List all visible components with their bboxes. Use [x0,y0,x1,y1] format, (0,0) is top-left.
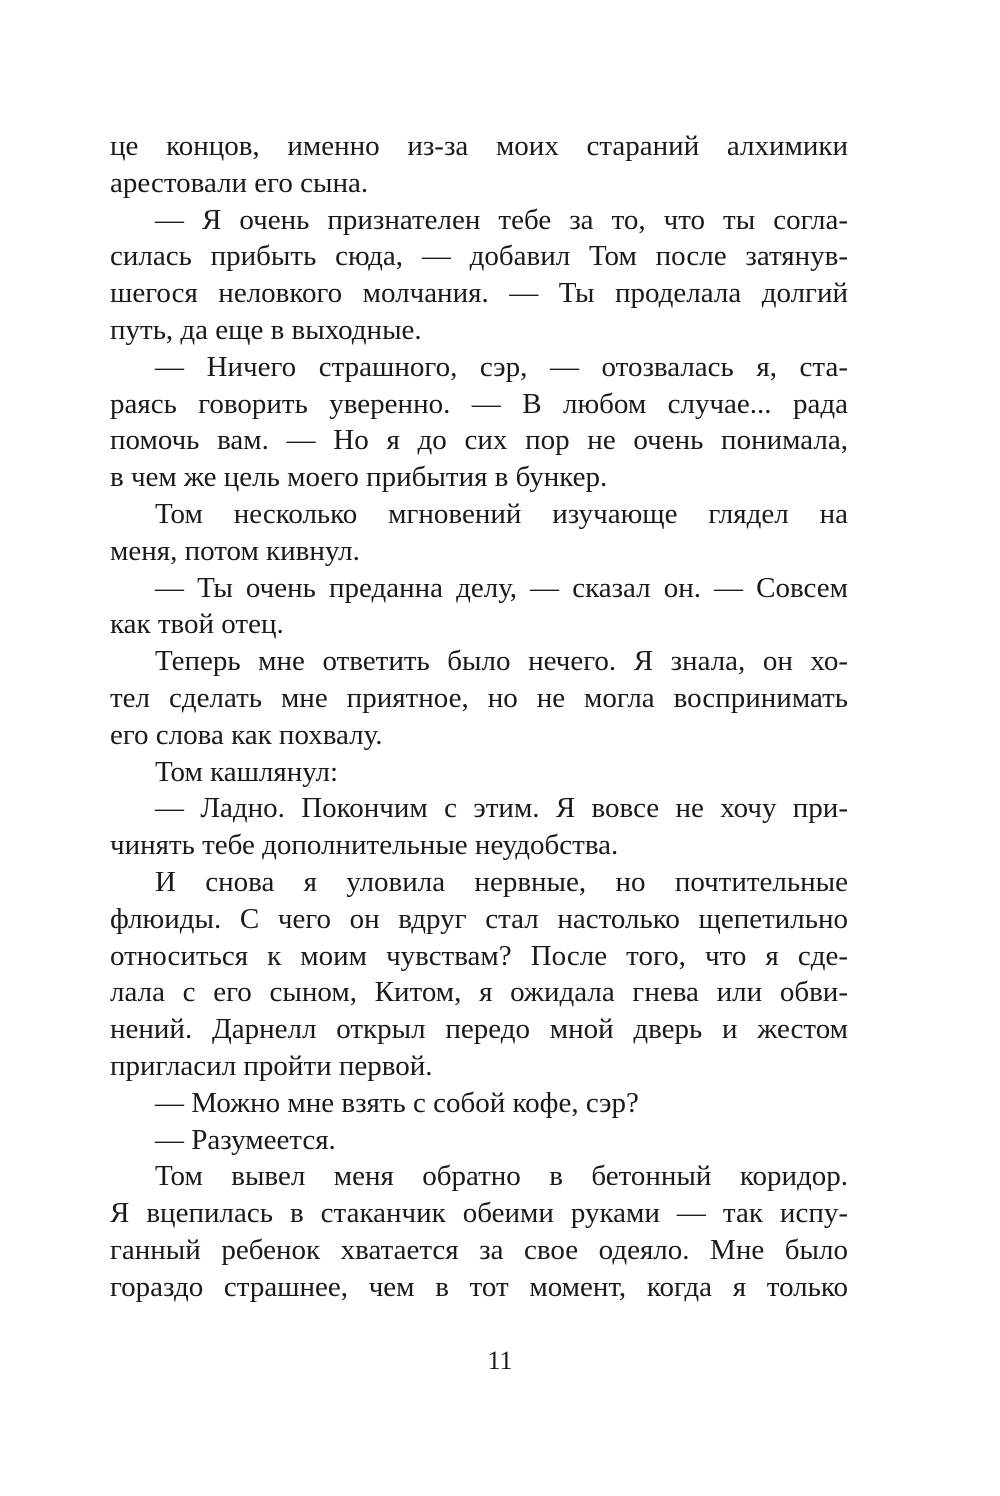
text-line: Теперь мне ответить было нечего. Я знала, он хо- [155,645,848,678]
text-line: лала с его сыном, Китом, я ожидала гнева или обви- [110,976,848,1009]
text-line: — Я очень признателен тебе за то, что ты согла- [155,203,848,236]
text-line: путь, да еще в выходные. [110,313,422,346]
text-line: в чем же цель моего прибытия в бункер. [110,461,608,494]
text-line: тел сделать мне приятное, но не могла воспринимать [110,681,848,714]
text-line: нений. Дарнелл открыл передо мной дверь и жестом [110,1013,848,1046]
text-line: ганный ребенок хватается за свое одеяло. Мне было [110,1233,848,1266]
text-line: Том несколько мгновений изучающе глядел на [155,497,848,530]
text-line: помочь вам. — Но я до сих пор не очень понимала, [110,424,848,457]
text-line: силась прибыть сюда, — добавил Том после затянув- [110,240,848,273]
text-line: Том вывел меня обратно в бетонный коридор. [155,1160,848,1193]
text-line: — Ничего страшного, сэр, — отозвалась я, ста- [155,350,848,383]
text-line: — Разумеется. [155,1123,336,1156]
text-line: — Можно мне взять с собой кофе, сэр? [155,1086,639,1119]
text-line: как твой отец. [110,608,284,641]
text-line: меня, потом кивнул. [110,534,360,567]
text-line: относиться к моим чувствам? После того, что я сде- [110,939,848,972]
text-line: — Ты очень преданна делу, — сказал он. — Совсем [155,571,848,604]
text-line: Я вцепилась в стаканчик обеими руками — так испу- [110,1197,848,1230]
text-line: це концов, именно из-за моих стараний алхимики [110,130,848,162]
text-line: шегося неловкого молчания. — Ты проделала долгий [110,277,848,310]
text-line: пригласил пройти первой. [110,1049,433,1082]
text-line: гораздо страшнее, чем в тот момент, когда я только [110,1270,848,1303]
page-body-text [110,128,848,1306]
text-line: Том кашлянул: [155,755,339,788]
page-number: 11 [487,1346,513,1375]
text-line: чинять тебе дополнительные неудобства. [110,829,619,862]
text-line: арестовали его сына. [110,166,369,199]
text-line: И снова я уловила нервные, но почтительные [155,865,848,898]
text-line: раясь говорить уверенно. — В любом случае... рада [110,387,848,420]
text-line: его слова как похвалу. [110,718,383,751]
text-line: флюиды. С чего он вдруг стал настолько щепетильно [110,902,848,935]
text-line: — Ладно. Покончим с этим. Я вовсе не хочу при- [155,792,848,825]
